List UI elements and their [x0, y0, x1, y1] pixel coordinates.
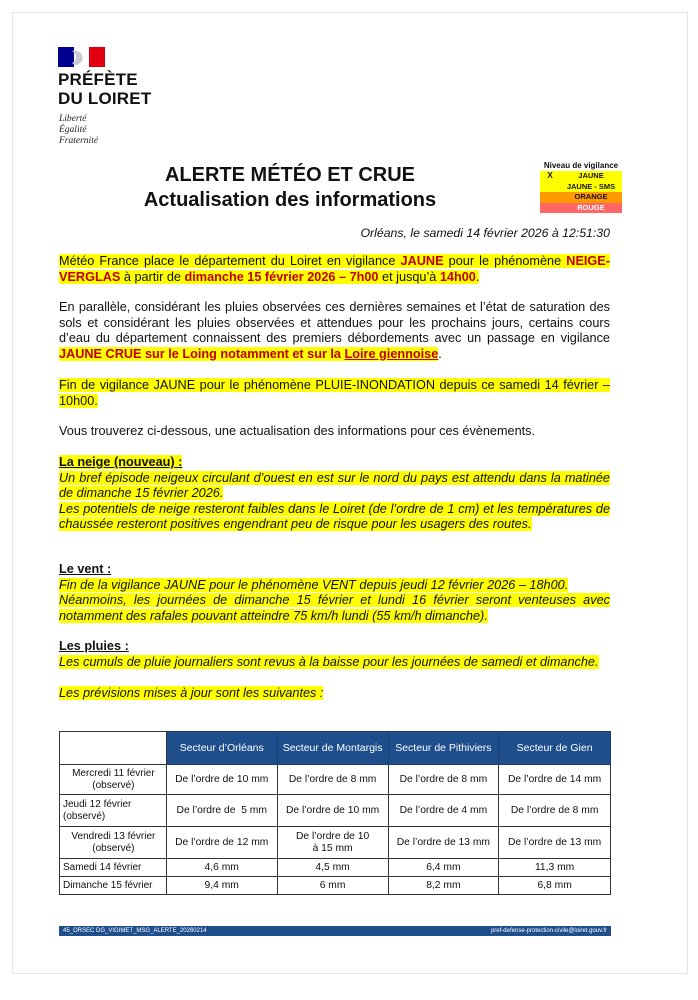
prefecture-name: PRÉFÈTE DU LOIRET	[58, 70, 152, 108]
table-cell: 6,8 mm	[499, 877, 611, 895]
republic-motto: Liberté Égalité Fraternité	[59, 114, 99, 146]
paragraph-crue	[59, 300, 610, 362]
highlight-loire-giennoise: Loire giennoise	[344, 346, 439, 361]
text-span: Fin de la vigilance JAUNE pour le phénomène VENT depuis jeudi 12 février 2026 – 18h00.	[59, 577, 569, 592]
text-span: à partir de	[120, 269, 185, 284]
text-span: Météo France place le département du Loiret en vigilance	[59, 254, 401, 268]
column-header: Secteur de Pithiviers	[388, 732, 499, 765]
dateline: Orléans, le samedi 14 février 2026 à 12:51:30	[360, 226, 610, 240]
column-header: Secteur de Gien	[499, 732, 611, 765]
table-cell: De l’ordre de 8 mm	[499, 795, 611, 827]
column-header: Secteur de Montargis	[277, 732, 388, 765]
text-span: et jusqu’à	[378, 269, 440, 284]
document-footer	[59, 926, 611, 936]
row-label: Mercredi 11 février (observé)	[60, 765, 167, 795]
legend-label: JAUNE	[578, 171, 604, 180]
highlight-date: dimanche 15 février 2026 – 7h00	[184, 269, 379, 284]
forecast-table	[59, 731, 611, 895]
table-cell: De l’ordre de 4 mm	[388, 795, 499, 827]
table-corner-cell	[60, 732, 167, 765]
text-span: Les cumuls de pluie journaliers sont revus à la baisse pour les journées de samedi et dimanche.	[59, 654, 599, 669]
table-cell: De l’ordre de 13 mm	[388, 827, 499, 859]
legend-mark: X	[547, 171, 553, 180]
paragraph-vigilance-neige	[59, 254, 610, 285]
table-row	[60, 827, 611, 859]
table-cell: 4,5 mm	[277, 859, 388, 877]
table-cell: De l’ordre de 10 à 15 mm	[277, 827, 388, 859]
legend-mark	[540, 203, 560, 214]
text-span: Les prévisions mises à jour sont les suivantes :	[59, 686, 324, 700]
section-heading-vent: Le vent :	[59, 562, 112, 576]
row-label: Dimanche 15 février	[60, 877, 167, 895]
section-pluies	[59, 639, 610, 702]
alert-subtitle: Actualisation des informations	[143, 189, 437, 211]
row-label: Jeudi 12 février (observé)	[60, 795, 167, 827]
table-row	[60, 765, 611, 795]
table-cell: 11,3 mm	[499, 859, 611, 877]
footer-email: pref-defense-protection-civile@loiret.gouv.fr	[490, 928, 607, 934]
legend-row-jaune	[540, 171, 622, 182]
section-neige	[59, 455, 610, 533]
legend-label: JAUNE - SMS	[566, 181, 616, 191]
legend-title: Niveau de vigilance	[543, 161, 619, 170]
legend-label: ROUGE	[577, 202, 605, 212]
vigilance-legend	[540, 161, 622, 213]
text-span: Un bref épisode neigeux circulant d’ouest en est sur le nord du pays est attendu dans la matinée de dimanche 15 février 2026.	[59, 470, 610, 500]
footer-reference: 45_ORSEC DG_VIGIMET_MSG_ALERTE_20260214	[63, 928, 207, 934]
section-heading-neige: La neige (nouveau) :	[59, 455, 183, 469]
paragraph-fin-pluie	[59, 378, 610, 409]
column-header: Secteur d’Orléans	[166, 732, 277, 765]
table-cell: 6 mm	[277, 877, 388, 895]
table-cell: De l’ordre de 8 mm	[388, 765, 499, 795]
text-span: Fin de vigilance JAUNE pour le phénomène PLUIE-INONDATION depuis ce samedi 14 février – 10h00.	[59, 378, 610, 408]
highlight-time: 14h00	[439, 269, 476, 284]
text-span: Les potentiels de neige resteront faibles dans le Loiret (de l’ordre de 1 cm) et les températures de chaussée resteront positives engendrant peu de risque pour les usagers des routes.	[59, 501, 610, 531]
highlight-jaune: JAUNE	[400, 254, 444, 268]
row-label: Vendredi 13 février (observé)	[60, 827, 167, 859]
table-cell: De l’ordre de 10 mm	[277, 795, 388, 827]
row-label: Samedi 14 février	[60, 859, 167, 877]
table-cell: De l’ordre de 14 mm	[499, 765, 611, 795]
highlight-jaune-crue: JAUNE CRUE sur le Loing notamment et sur la	[59, 346, 345, 361]
section-vent	[59, 562, 610, 624]
highlight-neige-verglas: NEIGE-VERGLAS	[59, 254, 610, 284]
table-cell: De l’ordre de 12 mm	[166, 827, 277, 859]
table-header-row	[60, 732, 611, 765]
table-cell: De l’ordre de 10 mm	[166, 765, 277, 795]
legend-mark	[540, 192, 560, 203]
legend-row-rouge	[540, 203, 622, 214]
table-cell: 8,2 mm	[388, 877, 499, 895]
text-span: Néanmoins, les journées de dimanche 15 février et lundi 16 février seront venteuses avec notamment des rafales pouvant atteindre 75 km/h lundi (55 km/h dimanche).	[59, 593, 610, 623]
legend-mark	[540, 182, 560, 193]
table-row	[60, 877, 611, 895]
table-cell: 6,4 mm	[388, 859, 499, 877]
alert-title: ALERTE MÉTÉO ET CRUE	[164, 164, 415, 186]
table-cell: De l’ordre de 5 mm	[166, 795, 277, 827]
section-heading-pluies: Les pluies :	[59, 639, 129, 653]
text-span: .	[438, 346, 442, 361]
text-span: pour le phénomène	[443, 254, 567, 268]
paragraph-intro	[59, 424, 610, 440]
table-cell: 9,4 mm	[166, 877, 277, 895]
table-cell: De l’ordre de 8 mm	[277, 765, 388, 795]
table-cell: De l’ordre de 13 mm	[499, 827, 611, 859]
legend-label: ORANGE	[574, 192, 608, 201]
text-span: .	[475, 269, 480, 284]
legend-row-jaune-sms	[540, 182, 622, 193]
marianne-flag-logo	[58, 47, 105, 67]
legend-row-orange	[540, 192, 622, 203]
table-row	[60, 795, 611, 827]
table-row	[60, 859, 611, 877]
table-cell: 4,6 mm	[166, 859, 277, 877]
text-span: Vous trouverez ci-dessous, une actualisation des informations pour ces évènements.	[59, 424, 536, 438]
text-span: En parallèle, considérant les pluies observées ces dernières semaines et l’état de saturation des sols et considérant les pluies observées et attendues pour les prochains jours, certains cours d’eau du département connaissent des premiers débordements avec un passage en vigilance	[59, 300, 610, 345]
